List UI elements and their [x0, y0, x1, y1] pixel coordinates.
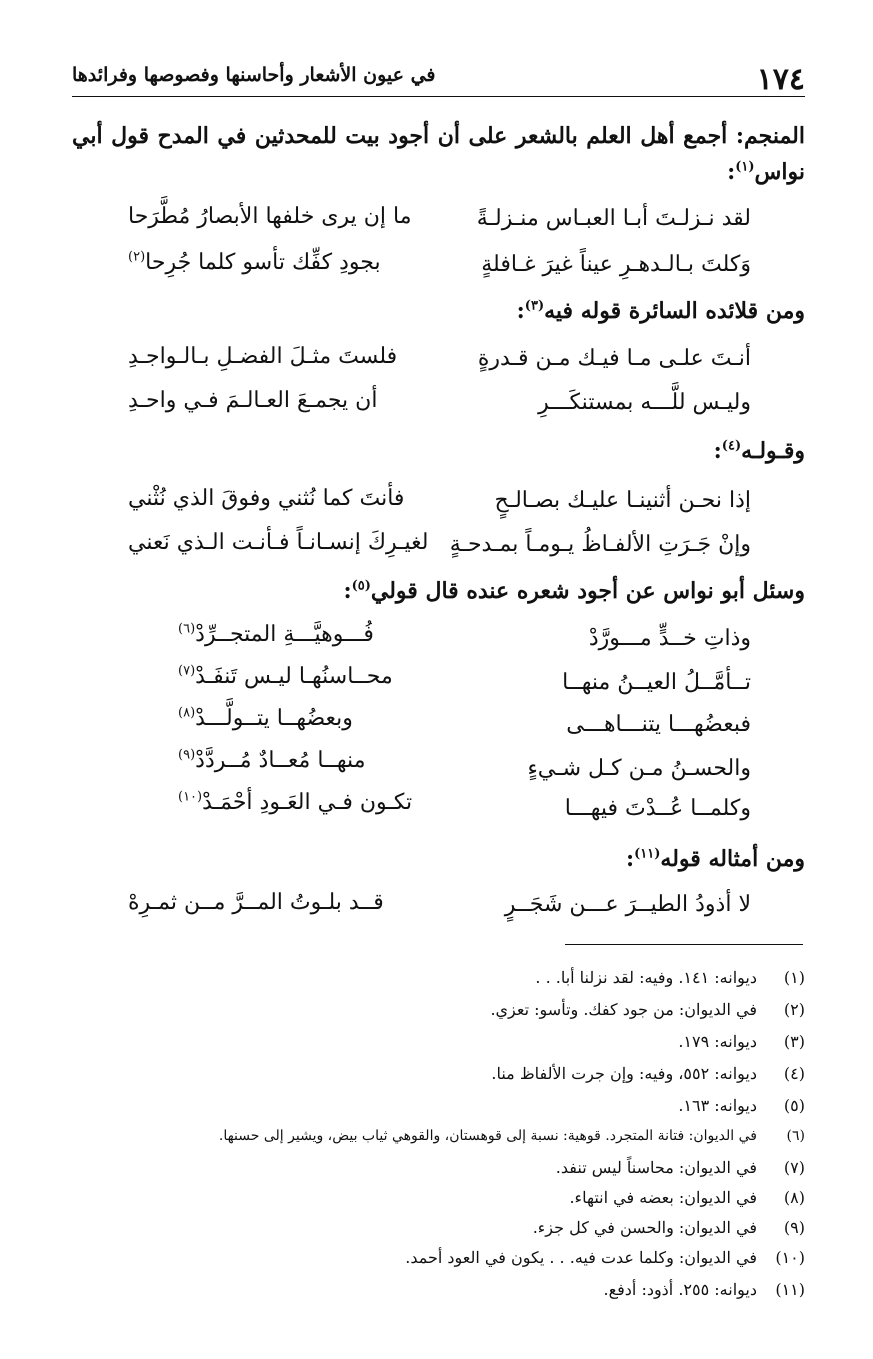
verse-first-hemistich: وذاتِ خــدٍّ مـــورَّدْ	[588, 626, 751, 651]
verse-first-hemistich: تــأمَّــلُ العيــنُ منهــا	[562, 670, 751, 695]
page-header	[72, 60, 805, 97]
footnote-item: (١)ديوانه: ١٤١. وفيه: لقد نزلنا أبا. . .	[535, 968, 805, 987]
verse-first-hemistich: لقد نـزلـتَ أبـا العبـاس منـزلـةً	[476, 206, 751, 231]
verse-first-hemistich: وَكلتَ بـالـدهـرِ عيناً غيرَ غـافلةٍ	[481, 252, 751, 277]
verse-first-hemistich: وإنْ جَـرَتِ الألفـاظُ يـومـاً بمـدحـةٍ	[449, 532, 751, 557]
verse-second-hemistich: محــاسنُهـا ليـس تَنفَـدْ$^{(٧)}$	[178, 663, 393, 689]
footnote-ref: (٤)	[721, 438, 742, 454]
paragraph: ومن أمثاله قوله$^{(١١)}$:	[626, 846, 805, 872]
footnote-item: (٩)في الديوان: والحسن في كل جزء.	[532, 1218, 805, 1237]
verse-second-hemistich: فُـــوهيَّـــةِ المتجــرِّدْ$^{(٦)}$	[178, 621, 374, 647]
footnote-item: (١١)ديوانه: ٢٥٥. أذود: أدفع.	[603, 1280, 805, 1299]
footnote-item: (٧)في الديوان: محاسناً ليس تنفد.	[555, 1158, 805, 1177]
footnote-item: (١٠)في الديوان: وكلما عدت فيه. . . يكون في العود أحمد.	[405, 1248, 805, 1267]
footnote-ref: (٣)	[524, 298, 545, 314]
footnote-item: (٨)في الديوان: بعضه في انتهاء.	[569, 1188, 805, 1207]
footnote-item: (٢)في الديوان: من جود كفك. وتأسو: تعزي.	[490, 1000, 805, 1019]
verse-first-hemistich: والحسـنُ مـن كـل شـيءٍ	[527, 756, 751, 781]
verse-first-hemistich: لا أذودُ الطيــرَ عـــن شَجَــرٍ	[504, 892, 751, 917]
intro-text: المنجم: أجمع أهل العلم بالشعر على أن أجود بيت للمحدثين في المدح قول أبي نواس	[72, 123, 805, 185]
paragraph: وسئل أبو نواس عن أجود شعره عنده قال قولي$^{(٥)}$:	[343, 578, 805, 604]
intro-paragraph	[72, 118, 805, 190]
verse-second-hemistich: قــد بلـوتُ المــرَّ مــن ثمـرِهْ	[128, 890, 384, 915]
footnote-separator	[565, 944, 803, 945]
verse-first-hemistich: وكلمــا عُــدْتَ فيهـــا	[564, 796, 751, 821]
paragraph: وقـولـه$^{(٤)}$:	[713, 438, 805, 464]
footnote-ref: (٥)	[351, 578, 371, 594]
verse-second-hemistich: ما إن يرى خلفها الأبصارُ مُطَّرَحا	[128, 204, 412, 229]
paragraph: ومن قلائده السائرة قوله فيه$^{(٣)}$:	[516, 298, 805, 324]
footnote-item: (٤)ديوانه: ٥٥٢، وفيه: وإن جرت الألفاظ منا.	[491, 1064, 805, 1083]
footnote-ref: (١١)	[634, 846, 661, 862]
verse-first-hemistich: فبعضُهـــا يتنـــاهـــى	[566, 712, 751, 737]
verse-second-hemistich: أن يجمـعَ العـالـمَ فـي واحـدِ	[128, 388, 378, 413]
footnote-item: (٣)ديوانه: ١٧٩.	[678, 1032, 805, 1051]
footnote-ref: (١)	[735, 159, 755, 175]
footnote-item: (٥)ديوانه: ١٦٣.	[678, 1096, 805, 1115]
verse-second-hemistich: فلستَ مثـلَ الفضـلِ بـالـواجـدِ	[128, 344, 398, 369]
verse-second-hemistich: منهــا مُعــادٌ مُــردَّدْ$^{(٩)}$	[178, 747, 366, 773]
verse-first-hemistich: أنـتَ علـى مـا فيـك مـن قـدرةٍ	[477, 346, 751, 371]
verse-second-hemistich: لغيـرِكَ إنسـانـاً فـأنـت الـذي نَعني	[128, 530, 429, 555]
verse-first-hemistich: وليـس للَّـــه بمستنكَـــرِ	[538, 390, 751, 415]
verse-second-hemistich: بجودِ كفِّك تأسو كلما جُرِحا$^{(٢)}$	[128, 249, 381, 275]
footnote-item: (٦)في الديوان: فتانة المتجرد. قوهية: نسبة إلى قوهستان، والقوهي ثياب بيض، ويشير إلى حسنها.	[218, 1128, 805, 1144]
intro-colon: :	[727, 159, 736, 185]
verse-second-hemistich: وبعضُهــا يتــولَّـــدْ$^{(٨)}$	[178, 705, 353, 731]
verse-second-hemistich: فأنتَ كما نُثني وفوقَ الذي نُثْني	[128, 486, 405, 511]
verse-second-hemistich: تكـون فـي العَـودِ أحْمَـدْ$^{(١٠)}$	[178, 789, 413, 815]
running-title: في عيون الأشعار وأحاسنها وفصوصها وفرائدها	[72, 64, 436, 86]
page-number: ١٧٤	[756, 62, 805, 97]
verse-first-hemistich: إذا نحـن أثنينـا عليـك بصـالـحٍ	[494, 488, 751, 513]
